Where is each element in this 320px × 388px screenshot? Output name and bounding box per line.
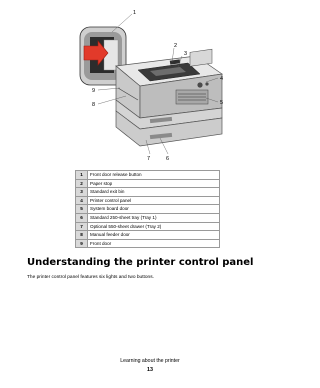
callout-6: 6	[166, 156, 170, 162]
part-label: Printer control panel	[88, 196, 220, 205]
part-label: Standard exit bin	[88, 188, 220, 197]
table-row	[76, 205, 220, 214]
table-row	[76, 231, 220, 240]
part-number: 5	[76, 205, 88, 214]
callout-3: 3	[184, 51, 188, 57]
part-number: 9	[76, 239, 88, 248]
callout-1: 1	[133, 10, 137, 16]
table-row	[76, 188, 220, 197]
table-row	[76, 239, 220, 248]
table-row	[76, 196, 220, 205]
part-number: 1	[76, 171, 88, 180]
part-label: Front door release button	[88, 171, 220, 180]
table-row	[76, 171, 220, 180]
printer-illustration	[0, 0, 300, 170]
part-label: Manual feeder door	[88, 231, 220, 240]
section-body-text: The printer control panel features six lights and two buttons.	[27, 275, 154, 280]
part-label: Standard 250-sheet tray (Tray 1)	[88, 213, 220, 222]
callout-4: 4	[220, 76, 224, 82]
callout-9: 9	[92, 88, 96, 94]
section-heading: Understanding the printer control panel	[27, 257, 254, 268]
part-number: 4	[76, 196, 88, 205]
part-label: Optional 550-sheet drawer (Tray 2)	[88, 222, 220, 231]
part-number: 6	[76, 213, 88, 222]
table-row	[76, 222, 220, 231]
part-number: 8	[76, 231, 88, 240]
table-row	[76, 179, 220, 188]
callout-8: 8	[92, 102, 96, 108]
part-number: 2	[76, 179, 88, 188]
table-row	[76, 213, 220, 222]
parts-legend-table	[75, 170, 220, 248]
callout-2: 2	[174, 43, 178, 49]
part-number: 7	[76, 222, 88, 231]
printer-body	[116, 49, 222, 146]
footer-chapter-title: Learning about the printer	[120, 358, 180, 364]
page-number: 13	[147, 367, 153, 373]
part-label: Front door	[88, 239, 220, 248]
part-label: System board door	[88, 205, 220, 214]
part-number: 3	[76, 188, 88, 197]
part-label: Paper stop	[88, 179, 220, 188]
callout-7: 7	[147, 156, 151, 162]
callout-5: 5	[220, 100, 224, 106]
